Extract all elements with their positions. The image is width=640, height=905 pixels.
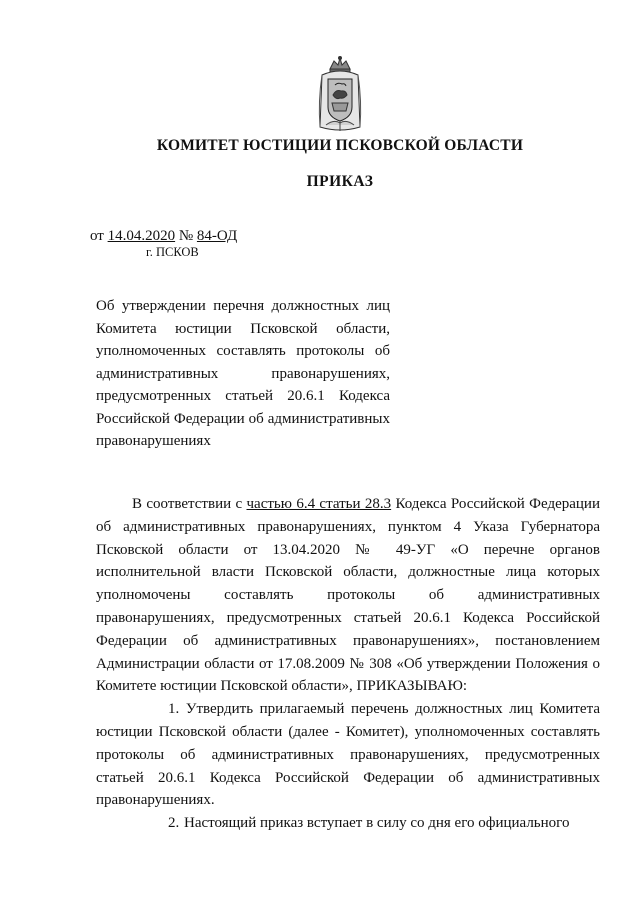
order-date: 14.04.2020: [107, 228, 176, 244]
date-prefix: от: [90, 228, 108, 244]
law-reference-link[interactable]: частью 6.4 статьи 28.3: [246, 496, 392, 512]
order-subject: Об утверждении перечня должностных лиц Комитета юстиции Псковской области, уполномоченных составлять протоколы об административных правонарушениях, предусмотренных статьей 20.6.1 Кодекса Российской Федерации об административных правонарушениях: [96, 298, 390, 449]
preamble-start: В соответствии с: [132, 496, 247, 512]
order-body: [96, 493, 600, 835]
item-1-text: Утвердить прилагаемый перечень должностных лиц Комитета юстиции Псковской области (далее - Комитет), уполномоченных составлять протоколы об административных правонарушениях, предусмотренных статьей 20.6.1 Кодекса Российской Федерации об административных правонарушениях.: [96, 701, 600, 809]
organization-title: КОМИТЕТ ЮСТИЦИИ ПСКОВСКОЙ ОБЛАСТИ: [156, 137, 524, 154]
order-item-1: [96, 698, 600, 812]
preamble-rest: Кодекса Российской Федерации об административных правонарушениях, пунктом 4 Указа Губернатора Псковской области от 13.04.2020 № 49-УГ «О перечне органов исполнительной власти Псковской области, должностные лица которых уполномочены составлять протоколы об административных правонарушениях, предусмотренных статьей 20.6.1 Кодекса Российской Федерации об административных правонарушениях», постановлением Администрации области от 17.08.2009 № 308 «Об утверждении Положения о Комитете юстиции Псковской области», ПРИКАЗЫВАЮ:: [96, 496, 600, 695]
number-sign: №: [175, 228, 197, 244]
order-number: 84-ОД: [196, 228, 238, 244]
coat-of-arms-icon: [308, 55, 372, 135]
order-item-2: [96, 812, 600, 835]
city-label: г. ПСКОВ: [146, 245, 199, 259]
item-1-number: 1.: [168, 701, 180, 718]
item-2-number: 2.: [168, 815, 180, 832]
item-2-text: Настоящий приказ вступает в силу со дня его официального: [184, 815, 570, 832]
preamble-paragraph: [96, 493, 600, 698]
date-number-line: [90, 228, 237, 245]
document-type: ПРИКАЗ: [306, 173, 374, 190]
